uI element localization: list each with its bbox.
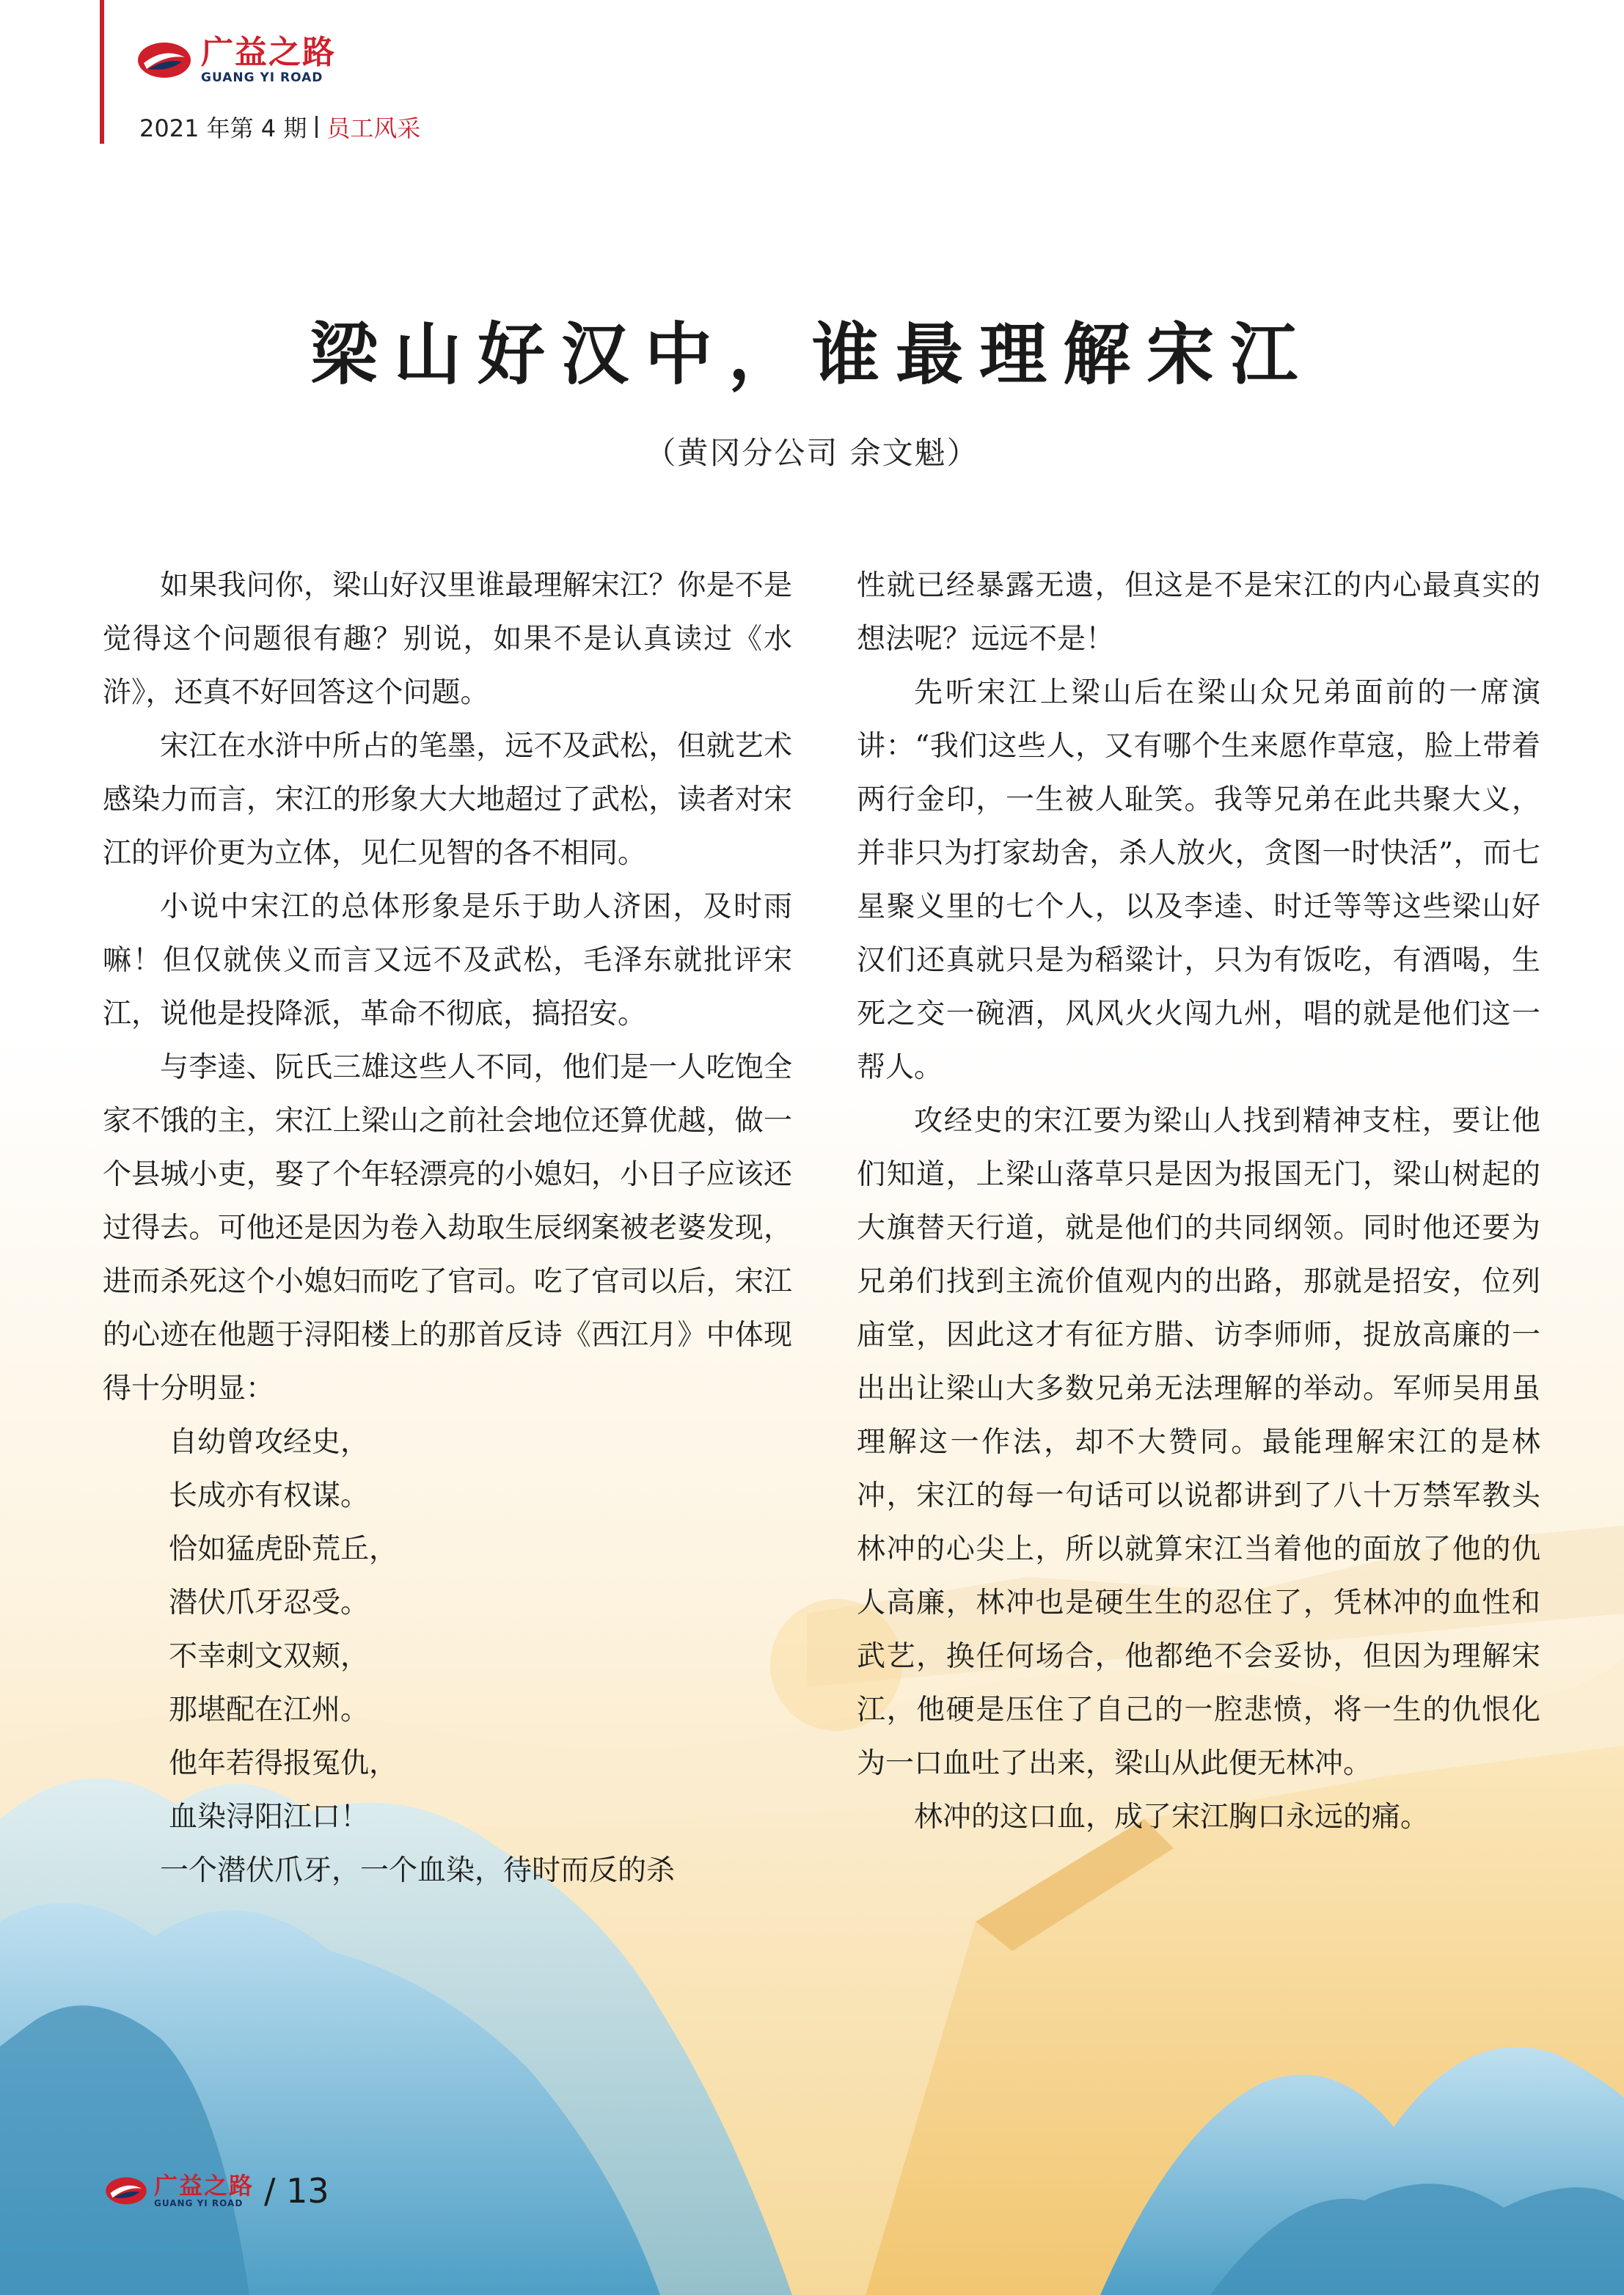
paragraph: 一个潜伏爪牙，一个血染，待时而反的杀 <box>160 1854 676 1887</box>
guangyi-logo-icon <box>136 41 192 79</box>
article-byline: （黄冈分公司 余文魁） <box>645 435 979 471</box>
paragraph: 如果我问你，梁山好汉里谁最理解宋江？你是不是觉得这个问题很有趣？别说，如果不是认真读过《水浒》，还真不好回答这个问题。 <box>103 569 792 709</box>
paragraph: 先听宋江上梁山后在梁山众兄弟面前的一席演讲：“我们这些人，又有哪个生来愿作草寇，脸上带着两行金印，一生被人耻笑。我等兄弟在此共聚大义，并非只为打家劫舍，杀人放火，贪图一时快活”，而七星聚义里的七个人，以及李逵、时迁等等这些梁山好汉们还真就只是为稻粱计，只为有饭吃，有酒喝，生死之交一碗酒，风风火火闯九州，唱的就是他们这一帮人。 <box>857 676 1540 1084</box>
logo-title: 广益之路 <box>201 34 336 71</box>
poem-line: 恰如猛虎卧荒丘， <box>169 1533 398 1566</box>
poem-line: 自幼曾攻经史， <box>169 1426 370 1459</box>
footer <box>104 2171 329 2211</box>
paragraph: 与李逵、阮氏三雄这些人不同，他们是一人吃饱全家不饿的主，宋江上梁山之前社会地位还算优越，做一个县城小吏，娶了个年轻漂亮的小媳妇，小日子应该还过得去。可他还是因为卷入劫取生辰纲案被老婆发现，进而杀死这个小媳妇而吃了官司。吃了官司以后，宋江的心迹在他题于浔阳楼上的那首反诗《西江月》中体现得十分明显： <box>103 1051 792 1405</box>
paragraph: 小说中宋江的总体形象是乐于助人济困，及时雨嘛！但仅就侠义而言又远不及武松，毛泽东就批评宋江，说他是投降派，革命不彻底，搞招安。 <box>103 890 792 1031</box>
paragraph: 攻经史的宋江要为梁山人找到精神支柱，要让他们知道，上梁山落草只是因为报国无门，梁山树起的大旗替天行道，就是他们的共同纲领。同时他还要为兄弟们找到主流价值观内的出路，那就是招安，位列庙堂，因此这才有征方腊、访李师师，捉放高廉的一出出让梁山大多数兄弟无法理解的举动。军师吴用虽理解这一作法，却不大赞同。最能理解宋江的是林冲，宋江的每一句话可以说都讲到了八十万禁军教头林冲的心尖上，所以就算宋江当着他的面放了他的仇人高廉，林冲也是硬生生的忍住了，凭林冲的血性和武艺，换任何场合，他都绝不会妥协，但因为理解宋江，他硬是压住了自己的一腔悲愤，将一生的仇恨化为一口血吐了出来，梁山从此便无林冲。 <box>857 1105 1540 1780</box>
paragraph: 宋江在水浒中所占的笔墨，远不及武松，但就艺术感染力而言，宋江的形象大大地超过了武松，读者对宋江的评价更为立体，见仁见智的各不相同。 <box>103 730 792 870</box>
poem-xijiangyue <box>103 1416 792 1844</box>
issue-divider <box>315 116 318 138</box>
header-accent-bar <box>100 0 104 144</box>
poem-line: 那堪配在江州。 <box>169 1694 370 1727</box>
section-name: 员工风采 <box>326 114 421 142</box>
article-title: 梁山好汉中，谁最理解宋江 <box>310 315 1314 394</box>
poem-line: 他年若得报冤仇， <box>169 1747 398 1780</box>
poem-line: 长成亦有权谋。 <box>169 1479 370 1512</box>
poem-line: 不幸刺文双颊， <box>169 1640 370 1673</box>
poem-line: 血染浔阳江口！ <box>169 1801 370 1834</box>
page-number: / 13 <box>264 2171 329 2211</box>
issue-number: 2021 年第 4 期 <box>139 114 307 142</box>
guangyi-logo-icon <box>104 2176 148 2206</box>
left-column <box>103 559 792 1897</box>
paragraph-continued: 性就已经暴露无遗，但这是不是宋江的内心最真实的想法呢？远远不是！ <box>857 569 1540 656</box>
footer-logo-title: 广益之路 <box>154 2172 255 2200</box>
paragraph: 林冲的这口血，成了宋江胸口永远的痛。 <box>914 1801 1430 1834</box>
header-logo <box>136 35 336 85</box>
right-column <box>857 559 1540 1844</box>
logo-subtitle: GUANG YI ROAD <box>201 70 323 85</box>
poem-line: 潜伏爪牙忍受。 <box>169 1586 370 1619</box>
footer-logo-subtitle: GUANG YI ROAD <box>154 2198 244 2208</box>
issue-info <box>139 110 420 144</box>
